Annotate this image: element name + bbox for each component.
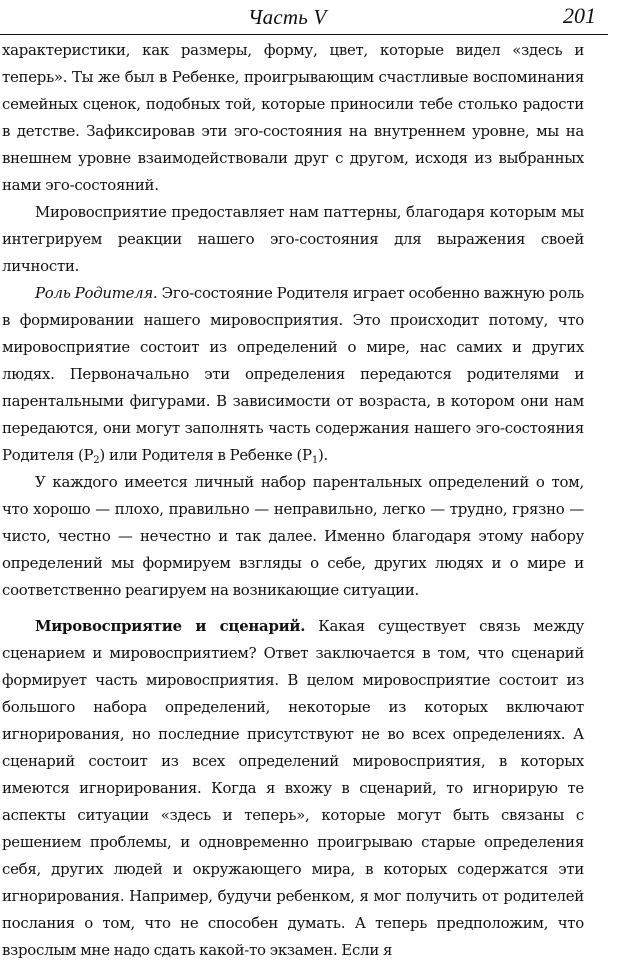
subscript: 2	[93, 455, 100, 466]
paragraph-worldview-patterns	[2, 199, 584, 280]
paragraph-text: Какая существует связь между сценарием и мировосприятием? Ответ заключается в том, что сценарий формирует часть мировосприятия. В целом мировосприятие состоит из большого набора определений, некоторые из которых включают игнорирования, но последние присутствуют не во всех определениях. А сценарий состоит из всех определений мировосприятия, в которых имеются игнорирования. Когда я вхожу в сценарий, то игнорирую те аспекты ситуации «здесь и теперь», которые могут быть связаны с решением проблемы, и одновременно проигрываю старые определения себя, других людей и окружающего мира, в которых содержатся эти игнорирования. Например, будучи ребенком, я мог получить от родителей послания о том, что не способен думать. А теперь предположим, что взрослым мне надо сдать какой-то экзамен. Если я	[2, 617, 584, 959]
paragraph-continued	[2, 37, 584, 199]
paragraph-text: ).	[317, 446, 328, 464]
page-number: 201	[563, 3, 596, 28]
section-heading: Мировосприятие и сценарий.	[35, 617, 306, 635]
paragraph-text: характеристики, как размеры, форму, цвет, которые видел «здесь и теперь». Ты же был в Ребенке, проигрывающим счастливые воспоминания семейных сценок, подобных той, которые приносили тебе столько радости в детстве. Зафиксировав эти эго-состояния на внутреннем уровне, мы на внешнем уровне взаимодействовали друг с другом, исходя из выбранных нами эго-состояний.	[2, 41, 584, 194]
paragraph-text: Эго-состояние Родителя играет особенно важную роль в формировании нашего мировосприятия. Это происходит потому, что мировосприятие состоит из определений о мире, нас самих и других людях. Первоначально эти определения передаются родителями и парентальными фигурами. В зависимости от возраста, в котором они нам передаются, они могут заполнять часть содержания нашего эго-состояния Родителя (Р	[2, 284, 584, 464]
paragraph-text: У каждого имеется личный набор парентальных определений о том, что хорошо — плохо, правильно — неправильно, легко — трудно, грязно — чисто, честно — нечестно и так далее. Именно благодаря этому набору определений мы формируем взгляды о себе, других людях и о мире и соответственно реагируем на возникающие ситуации.	[2, 473, 584, 599]
paragraph-parental-definitions	[2, 469, 584, 604]
subscript: 1	[311, 455, 318, 466]
paragraph-worldview-and-script	[2, 613, 584, 964]
body-text	[2, 37, 584, 964]
header-rule	[0, 34, 608, 35]
running-header-title: Часть V	[248, 5, 327, 29]
paragraph-parent-role	[2, 280, 584, 469]
running-header	[0, 2, 610, 32]
run-in-heading: Роль Родителя.	[35, 284, 158, 302]
paragraph-text: Мировосприятие предоставляет нам паттерны, благодаря которым мы интегрируем реакции нашего эго-состояния для выражения своей личности.	[2, 203, 584, 275]
paragraph-text: ) или Родителя в Ребенке (Р	[99, 446, 312, 464]
